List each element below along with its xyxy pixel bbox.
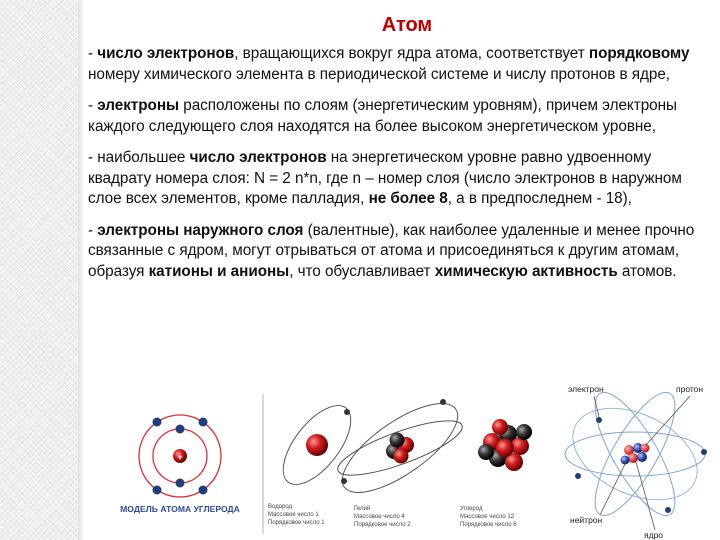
electron [176,425,185,434]
electron [575,473,581,479]
neutron-label: нейтрон [570,515,603,525]
hydrogen-caption: Водород [268,504,293,510]
electron [153,486,162,495]
carbon-model-caption: МОДЕЛЬ АТОМА УГЛЕРОДА [120,504,240,514]
hydrogen-caption: Массовое число 1 [268,512,319,518]
bold-text: электроны [97,97,180,114]
proton-label: протон [676,384,704,394]
carbon-atom-model [120,415,240,514]
electron [176,479,185,488]
carbon-nucleus-cluster [460,419,532,528]
electron [199,418,208,427]
nucleus-label: ядро [644,530,664,540]
bold-text: число электронов [97,45,235,62]
text-segment: (валентные), как наиболее удаленные и менее прочно связанные с ядром, могут отрываться от атома и присоединяться к другим атомам, образуя [88,221,695,280]
helium-caption: Гелий [354,506,371,512]
atom-illustrations [100,382,720,540]
electron [665,507,671,513]
electron [344,409,350,415]
text-segment: атомов. [617,262,677,280]
bold-text: число электронов [189,149,327,166]
helium-atom [329,388,470,528]
text-segment: , вращающихся вокруг ядра атома, соответствует [234,45,589,62]
bold-text: химическую активность [434,262,618,280]
bullet-paragraph [88,96,714,137]
carbon-caption: Углерод [460,506,483,512]
left-decorative-stripe [0,0,78,540]
electron-label: электрон [568,384,604,394]
hydrogen-caption: Порядковое число 1 [268,520,325,526]
text-segment: , что обуславливает [289,262,435,280]
pointer-line [600,462,626,515]
bullet-paragraph [88,221,714,283]
carbon-caption: Массовое число 12 [460,514,514,520]
text-segment: - наибольшее [88,149,190,166]
text-segment: расположены по слоям (энергетическим уровням), причем электроны каждого следующего слоя находятся на более высоком энергетическом уровне, [88,97,677,135]
electron [701,449,707,455]
text-segment: номеру химического элемента в периодической системе и числу протонов в ядре, [88,65,671,83]
nucleus [306,434,328,456]
bold-text: электроны наружного слоя [97,221,304,239]
electron [596,417,602,423]
helium-caption: Порядковое число 2 [354,522,411,528]
electron [440,399,446,405]
bullet-paragraph [88,44,714,85]
slide-title: Атом [381,14,433,36]
bullet-paragraph [88,148,714,210]
helium-caption: Массовое число 4 [354,514,405,520]
text-segment: на энергетическом уровне равно удвоенному квадрату номера слоя: N = 2 n*n, где n – номер слоя (число электронов в наружном слое всех элементов, кроме палладия, [88,149,682,207]
text-segment: - [88,45,98,62]
text-segment: , а в предпоследнем - 18), [447,190,632,207]
electron [153,418,162,427]
bullet-list [88,44,714,293]
text-segment: - [88,97,98,114]
bold-text: порядковому [588,45,690,62]
neutron [390,433,405,448]
labeled-atom-diagram [558,382,711,540]
stripe-shadow [78,0,84,540]
proton [394,449,409,464]
bold-text: не более 8 [368,190,448,207]
hydrogen-atom [268,394,363,526]
electron [341,478,347,484]
nucleus-sign: + [177,452,183,462]
carbon-caption: Порядковое число 6 [460,522,517,528]
pointer-line [636,462,655,530]
bold-text: катионы и анионы [148,262,290,280]
electron [199,486,208,495]
text-segment: - [88,221,98,239]
